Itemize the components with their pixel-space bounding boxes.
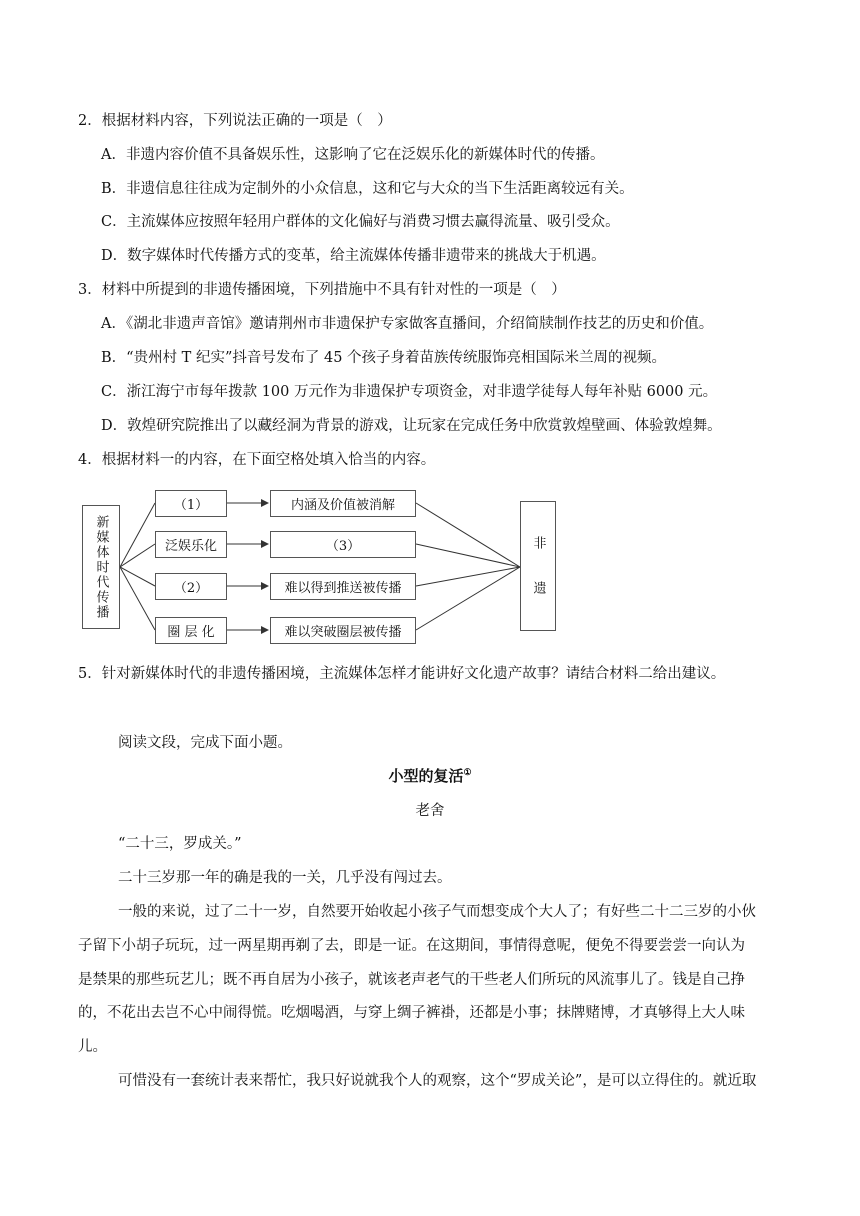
right-box-2 [270,531,416,558]
question-4-stem: 4．根据材料一的内容，在下面空格处填入恰当的内容。 [78,452,436,468]
question-5-stem: 5．针对新媒体时代的非遗传播困境，主流媒体怎样才能讲好文化遗产故事？请结合材料二给出建议。 [78,666,726,682]
circle-layer-label: 圈 层 化 [167,625,215,640]
passage-paragraph: 是禁果的那些玩艺儿；既不再自居为小孩子，就该老声老气的干些老人们所玩的风流事儿了。钱是自己挣 [78,972,745,988]
question-3-option-c: C．浙江海宁市每年拨款 100 万元作为非遗保护专项资金，对非遗学徒每人每年补贴 6000 元。 [101,384,718,400]
blank-3-label: （3） [325,539,361,554]
passage-paragraph: 一般的来说，过了二十一岁，自然要开始收起小孩子气而想变成个大人了；有好些二十二三岁的小伙 [118,904,756,920]
heritage-box [520,501,556,631]
passage-title [0,766,860,786]
question-3-option-d: D．敦煌研究院推出了以藏经洞为背景的游戏，让玩家在完成任务中欣赏敦煌壁画、体验敦煌舞。 [101,418,722,434]
question-2-option-b: B．非遗信息往往成为定制外的小众信息，这和它与大众的当下生活距离较远有关。 [101,181,634,197]
question-3-stem: 3．材料中所提到的非遗传播困境，下列措施中不具有针对性的一项是（ ） [78,282,566,298]
pan-entertainment-label: 泛娱乐化 [164,539,217,554]
passage-paragraph: 二十三岁那一年的确是我的一关，几乎没有闯过去。 [118,870,452,886]
passage-paragraph: 子留下小胡子玩玩，过一两星期再剃了去，即是一证。在这期间，事情得意呢，便免不得要尝尝一向认为 [78,938,745,954]
passage-paragraph: 的，不花出去岂不心中闹得慌。吃烟喝酒，与穿上绸子裤褂，还都是小事；抹牌赌博，才真够得上大人味 [78,1005,745,1021]
passage-paragraph: “二十三，罗成关。” [118,836,242,852]
middle-box-1 [155,490,227,517]
right-box-4 [270,617,416,644]
blank-1-label: （1） [173,498,209,513]
blank-2-label: （2） [173,581,209,596]
result-3-label: 难以得到推送被传播 [284,581,402,596]
question-3-option-a: A．《湖北非遗声音馆》邀请荆州市非遗保护专家做客直播间，介绍简牍制作技艺的历史和价值。 [101,316,714,332]
result-4-label: 难以突破圈层被传播 [284,625,402,640]
footnote-marker: ① [463,768,472,778]
new-media-box [82,505,120,629]
passage-paragraph: 可惜没有一套统计表来帮忙，我只好说就我个人的观察，这个“罗成关论”，是可以立得住的。就近取 [118,1073,757,1089]
right-box-1 [270,490,416,517]
middle-box-4 [155,617,227,644]
reading-instruction: 阅读文段，完成下面小题。 [118,735,292,751]
flow-diagram [82,485,682,645]
new-media-label: 新媒体时代传播 [93,514,109,620]
question-2-option-a: A．非遗内容价值不具备娱乐性，这影响了它在泛娱乐化的新媒体时代的传播。 [101,147,605,163]
passage-title-text: 小型的复活 [388,767,464,785]
right-box-3 [270,573,416,600]
heritage-label: 非 遗 [530,536,546,596]
passage-author: 老舍 [415,803,445,819]
question-2-stem: 2．根据材料内容，下列说法正确的一项是（ ） [78,113,392,129]
passage-paragraph: 儿。 [78,1039,107,1055]
middle-box-2 [155,531,227,558]
question-2-option-d: D．数字媒体时代传播方式的变革，给主流媒体传播非遗带来的挑战大于机遇。 [101,248,606,264]
question-3-option-b: B．“贵州村 T 纪实”抖音号发布了 45 个孩子身着苗族传统服饰亮相国际米兰周的视频。 [101,350,667,366]
middle-box-3 [155,573,227,600]
result-1-label: 内涵及价值被消解 [290,498,395,513]
question-2-option-c: C．主流媒体应按照年轻用户群体的文化偏好与消费习惯去赢得流量、吸引受众。 [101,214,620,230]
